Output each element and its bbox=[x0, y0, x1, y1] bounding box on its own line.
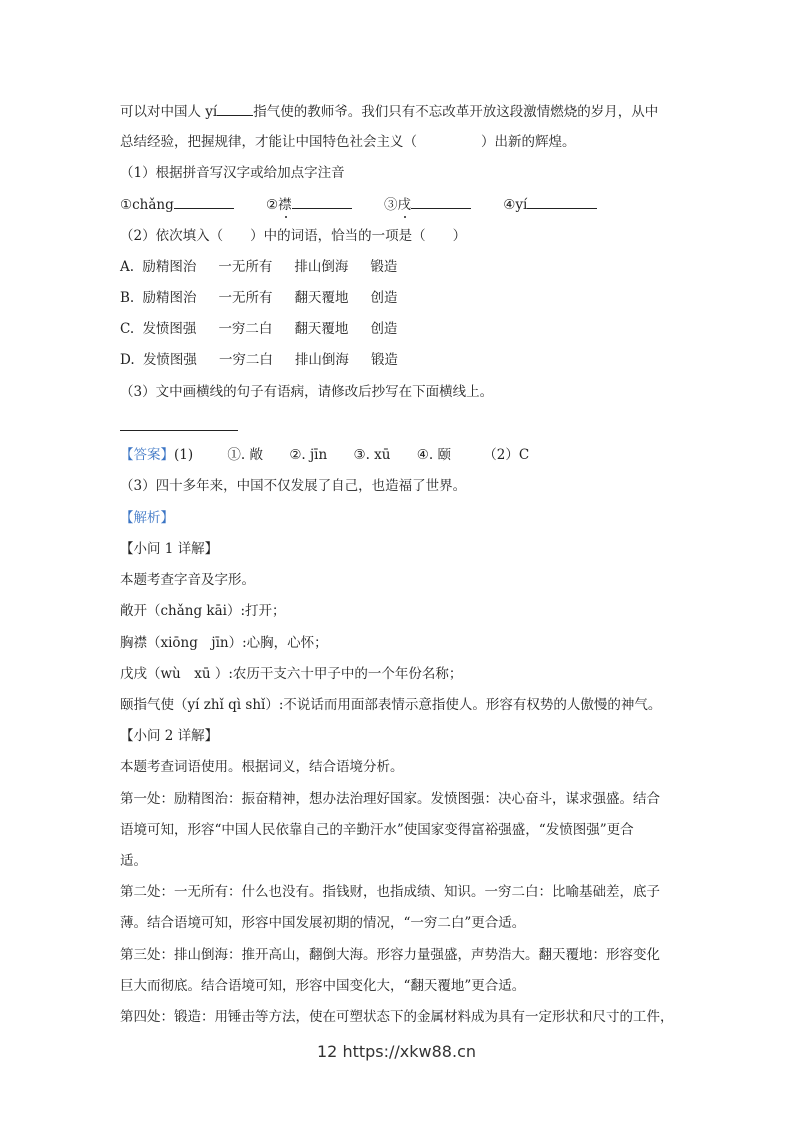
item: ③ bbox=[383, 197, 398, 213]
blank bbox=[174, 194, 234, 209]
question-3-title: （3）文中画横线的句子有语病，请修改后抄写在下面横线上。 bbox=[120, 384, 494, 400]
analysis-line: 本题考查字音及字形。 bbox=[120, 572, 255, 589]
dotted-char: 戌 bbox=[397, 197, 411, 213]
blank bbox=[411, 194, 471, 209]
analysis-line: 第四处：锻造：用锤击等方法，使在可塑状态下的金属材料成为具有一定形状和尺寸的工件， bbox=[120, 1009, 674, 1025]
analysis-line: 戊戌（wù xū ）:农历干支六十甲子中的一个年份名称； bbox=[120, 665, 463, 682]
analysis-line: 本题考查词语使用。根据词义，结合语境分析。 bbox=[120, 759, 404, 776]
option-label: C. bbox=[120, 321, 135, 337]
analysis-line: 颐指气使（yí zhǐ qì shǐ）:不说话而用面部表情示意指使人。形容有权势的人傲慢的神气。 bbox=[120, 697, 662, 713]
text: ④. 颐 bbox=[416, 447, 451, 463]
analysis-line: 第三处：排山倒海：推开高山，翻倒大海。形容力量强盛，声势浩大。翻天覆地：形容变化 bbox=[120, 946, 660, 963]
analysis-line: 第一处：励精图治：振奋精神，想办法治理好国家。发愤图强：决心奋斗，谋求强盛。结合 bbox=[120, 790, 660, 807]
option-a bbox=[120, 257, 685, 277]
text: 总结经验，把握规律，才能让中国特色社会主义（ bbox=[120, 134, 417, 150]
analysis-line: 第二处：一无所有：什么也没有。指钱财，也指成绩、知识。一穷二白：比喻基础差，底子 bbox=[120, 884, 660, 901]
text: ①. 敞 bbox=[227, 447, 264, 463]
analysis-line: 适。 bbox=[120, 853, 147, 869]
option-c bbox=[120, 319, 685, 339]
item: ①chǎng bbox=[120, 197, 174, 213]
text: (1) bbox=[174, 447, 194, 463]
text: 指气使的教师爷。我们只有不忘改革开放这段激情燃烧的岁月，从中 bbox=[253, 104, 659, 120]
answer-line bbox=[120, 430, 238, 431]
option-word: 一穷二白 bbox=[218, 321, 273, 337]
option-word: 创造 bbox=[370, 290, 398, 306]
option-word: 励精图治 bbox=[142, 259, 197, 275]
page-footer: 12 https://xkw88.cn bbox=[317, 1042, 476, 1061]
answer-line-2: （3）四十多年来，中国不仅发展了自己，也造福了世界。 bbox=[120, 478, 467, 494]
option-word: 锻造 bbox=[370, 352, 398, 368]
text: ）出新的辉煌。 bbox=[481, 134, 576, 150]
option-word: 排山倒海 bbox=[294, 259, 349, 275]
option-word: 一无所有 bbox=[218, 290, 273, 306]
option-word: 发愤图强 bbox=[142, 321, 197, 337]
option-word: 翻天覆地 bbox=[294, 321, 349, 337]
option-d bbox=[120, 350, 685, 370]
option-b bbox=[120, 288, 685, 308]
option-word: 翻天覆地 bbox=[294, 290, 349, 306]
blank bbox=[292, 194, 352, 209]
text: ②. jīn bbox=[289, 447, 328, 463]
option-word: 一无所有 bbox=[218, 259, 273, 275]
option-word: 励精图治 bbox=[142, 290, 197, 306]
question-1-items bbox=[120, 194, 685, 215]
analysis-line: 敞开（chǎng kāi）:打开； bbox=[120, 603, 286, 620]
dotted-char: 襟 bbox=[278, 197, 292, 213]
option-word: 一穷二白 bbox=[218, 352, 273, 368]
option-word: 排山倒海 bbox=[294, 352, 349, 368]
option-word: 发愤图强 bbox=[142, 352, 197, 368]
blank bbox=[217, 101, 253, 116]
text: 可以对中国人 yí bbox=[120, 104, 218, 120]
text: （2）C bbox=[483, 447, 530, 463]
analysis-line: 胸襟（xiōng jīn）:心胸，心怀； bbox=[120, 634, 328, 651]
option-label: B. bbox=[120, 290, 135, 306]
answer-tag: 【答案】 bbox=[120, 447, 174, 463]
analysis-tag: 【解析】 bbox=[120, 510, 174, 526]
analysis-line: 薄。结合语境可知，形容中国发展初期的情况，“一穷二白”更合适。 bbox=[120, 915, 526, 932]
item: ② bbox=[266, 197, 279, 213]
option-label: A. bbox=[120, 259, 135, 275]
question-2-title: （2）依次填入（ ）中的词语，恰当的一项是（ ） bbox=[120, 228, 467, 244]
analysis-line: 【小问 2 详解】 bbox=[120, 728, 219, 745]
option-word: 创造 bbox=[370, 321, 398, 337]
passage-line bbox=[120, 132, 685, 152]
option-label: D. bbox=[120, 352, 135, 368]
analysis-line: 【小问 1 详解】 bbox=[120, 541, 219, 557]
analysis-line: 巨大而彻底。结合语境可知，形容中国变化大，“翻天覆地”更合适。 bbox=[120, 977, 526, 994]
analysis-line: 语境可知，形容“中国人民依靠自己的辛勤汗水”使国家变得富裕强盛，“发愤图强”更合 bbox=[120, 821, 634, 838]
option-word: 锻造 bbox=[370, 259, 398, 275]
answer-line-1 bbox=[120, 445, 685, 465]
blank bbox=[527, 194, 597, 209]
item: ④yí bbox=[503, 197, 528, 213]
passage-line bbox=[120, 101, 685, 122]
question-1-title: （1）根据拼音写汉字或给加点字注音 bbox=[120, 165, 345, 181]
text: ③. xū bbox=[353, 447, 391, 463]
